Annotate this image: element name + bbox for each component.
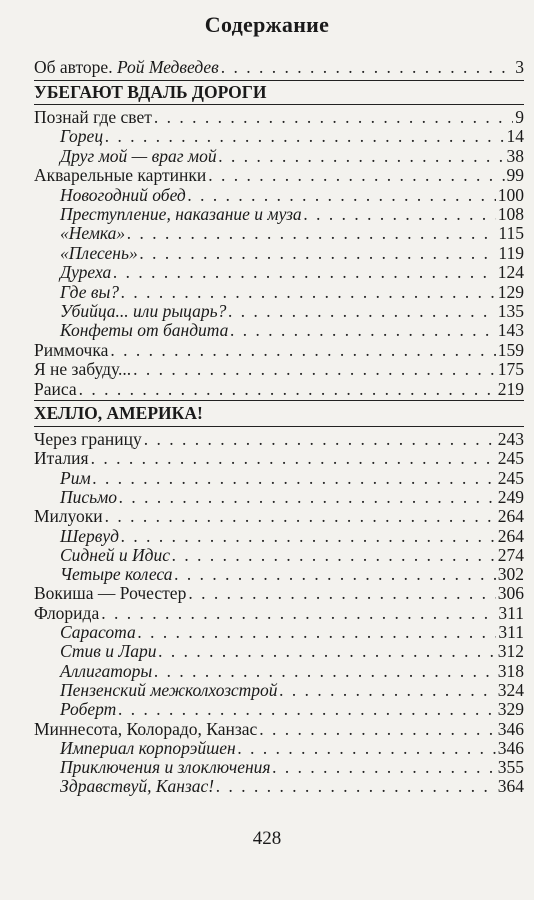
toc-entry-page: 129 bbox=[497, 281, 524, 302]
toc-entry-page: 119 bbox=[498, 242, 524, 263]
toc-entry-page: 311 bbox=[498, 602, 524, 623]
toc-entry-page: 159 bbox=[497, 339, 524, 360]
about-prefix: Об авторе. bbox=[34, 57, 117, 77]
toc-entry-title: Дуреха bbox=[60, 262, 112, 283]
page-title: Содержание bbox=[204, 12, 330, 37]
toc-entry-title bbox=[34, 56, 219, 78]
toc-entry-page: 143 bbox=[497, 320, 524, 341]
toc-entry-page: 108 bbox=[497, 204, 524, 224]
toc-entry-title: «Немка» bbox=[60, 223, 126, 244]
toc-entry-title: Здравствуй, Канзас! bbox=[60, 776, 215, 797]
toc-entry-page: 306 bbox=[497, 583, 524, 604]
toc-entry-title: Шервуд bbox=[60, 525, 119, 546]
toc-entry-title: Италия bbox=[34, 448, 89, 469]
section-divider bbox=[34, 104, 524, 105]
section-heading: ХЕЛЛО, АМЕРИКА! bbox=[34, 403, 203, 423]
toc-entry-title: Конфеты от бандита bbox=[60, 320, 229, 341]
toc-entry-title: Преступление, наказание и муза bbox=[60, 204, 302, 224]
toc-entry-page: 355 bbox=[497, 757, 524, 778]
toc-entry-page: 249 bbox=[497, 486, 524, 507]
toc-entry bbox=[34, 378, 524, 400]
toc-entry-title: Горец bbox=[60, 126, 104, 147]
toc-entry-page: 14 bbox=[506, 126, 524, 147]
toc-entry-page: 264 bbox=[497, 506, 524, 527]
toc-entry-page: 99 bbox=[506, 165, 524, 186]
toc-entry-page: 175 bbox=[497, 359, 524, 380]
toc-entry-page: 38 bbox=[506, 145, 524, 166]
toc-entry-page: 245 bbox=[497, 467, 524, 488]
toc-entry-title: Рим bbox=[60, 467, 91, 488]
toc-entry-title: Пензенский межколхозстрой bbox=[60, 679, 278, 700]
toc-entry-page: 100 bbox=[497, 184, 524, 205]
toc-entry-page: 312 bbox=[497, 641, 524, 662]
toc-entry-title: Империал корпорэйшен bbox=[60, 737, 236, 758]
toc-entry-title: Флорида bbox=[34, 602, 100, 623]
toc-entry-page: 318 bbox=[497, 660, 524, 681]
toc-entry-title: Где вы? bbox=[60, 281, 120, 302]
section-heading: УБЕГАЮТ ВДАЛЬ ДОРОГИ bbox=[34, 82, 267, 102]
toc-entry-title: Я не забуду... bbox=[34, 359, 132, 380]
toc-entry-title: Познай где свет bbox=[34, 107, 152, 127]
toc-entry bbox=[60, 775, 524, 797]
section-divider bbox=[34, 400, 524, 401]
toc-entry-title: Приключения и злоключения bbox=[60, 757, 271, 778]
toc-entry-page: 9 bbox=[515, 107, 524, 127]
toc-entry-title: Четыре колеса bbox=[60, 564, 173, 585]
toc-entry-page: 245 bbox=[497, 448, 524, 469]
leader-dots bbox=[216, 775, 496, 797]
toc-entry-title: Через границу bbox=[34, 429, 142, 449]
section-divider bbox=[34, 426, 524, 427]
toc-entry-title: «Плесень» bbox=[60, 242, 138, 263]
toc-entry-page: 274 bbox=[497, 544, 524, 565]
toc-entry-about bbox=[34, 56, 524, 78]
toc-entry-page: 364 bbox=[497, 776, 524, 797]
about-author: Рой Медведев bbox=[116, 57, 219, 77]
toc-entry-title: Убийца... или рыцарь? bbox=[60, 301, 227, 321]
toc-entry-title: Стив и Лари bbox=[60, 641, 157, 662]
toc-entry-page: 243 bbox=[497, 429, 524, 449]
toc-entry-title: Раиса bbox=[34, 378, 77, 399]
toc-entry-title: Роберт bbox=[60, 699, 117, 720]
toc-entry-title: Вокиша — Рочестер bbox=[34, 583, 187, 604]
toc-entry-title: Письмо bbox=[60, 486, 118, 507]
toc-entry-page: 115 bbox=[498, 223, 524, 244]
toc-entry-title: Сарасота bbox=[60, 622, 136, 642]
toc-entry-title: Друг мой — враг мой bbox=[60, 145, 217, 166]
toc-entry-title: Акварельные картинки bbox=[34, 165, 207, 186]
toc-entry-page: 124 bbox=[497, 262, 524, 283]
toc-entry-title: Аллигаторы bbox=[60, 660, 153, 681]
toc-entry-page: 264 bbox=[497, 525, 524, 546]
toc-entry-title: Сидней и Идис bbox=[60, 544, 170, 565]
toc-entry-page: 329 bbox=[497, 699, 524, 720]
toc-entry-page: 346 bbox=[497, 737, 524, 758]
toc-entry-page: 219 bbox=[497, 378, 524, 399]
page-number: 428 bbox=[252, 828, 282, 849]
toc-entry-page: 346 bbox=[497, 718, 524, 739]
toc-entry-page: 3 bbox=[515, 57, 524, 77]
toc-entry-page: 324 bbox=[497, 679, 524, 700]
toc-entry-page: 302 bbox=[497, 564, 524, 585]
leader-dots bbox=[221, 56, 513, 78]
toc-entry-title: Миннесота, Колорадо, Канзас bbox=[34, 718, 258, 739]
toc-entry-title: Милуоки bbox=[34, 506, 103, 527]
toc-entry-title: Новогодний обед bbox=[60, 184, 186, 205]
toc-entry-title: Риммочка bbox=[34, 339, 109, 360]
toc-entry-page: 135 bbox=[497, 301, 524, 321]
leader-dots bbox=[79, 378, 496, 400]
toc-entry-page: 311 bbox=[498, 622, 524, 642]
